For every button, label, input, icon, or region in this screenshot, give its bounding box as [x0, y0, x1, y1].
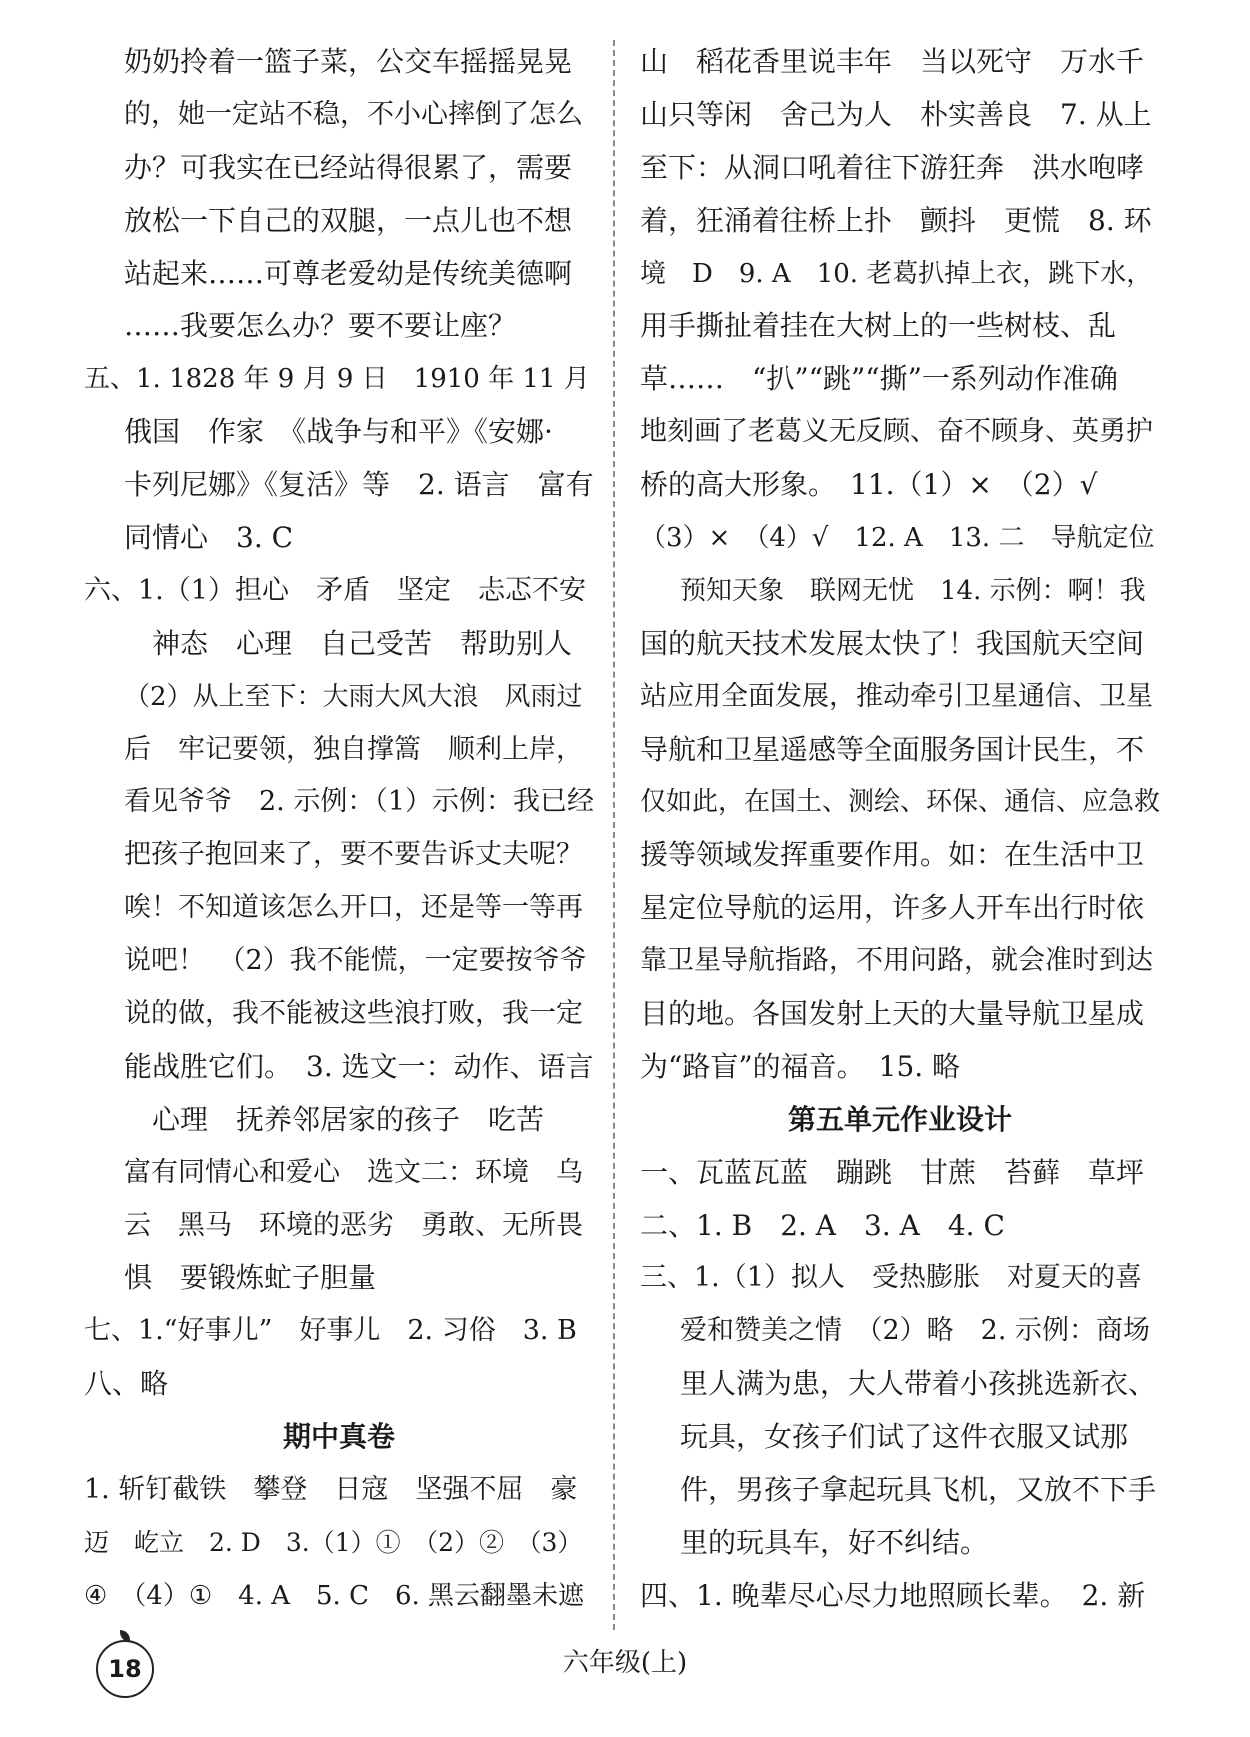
answer-line: （2）从上至下：大雨大风大浪 风雨过 — [124, 681, 583, 712]
answer-line: 目的地。各国发射上天的大量导航卫星成 — [640, 997, 1145, 1031]
answer-line: 惧 要锻炼虻子胆量 — [124, 1261, 377, 1295]
answer-line: 二、1. B 2. A 3. A 4. C — [640, 1208, 1005, 1242]
answer-line: 富有同情心和爱心 选文二：环境 乌 — [124, 1156, 583, 1188]
answer-line: 山只等闲 舍己为人 朴实善良 7. 从上 — [640, 97, 1152, 131]
answer-line: 八、略 — [84, 1367, 169, 1401]
answer-line: 为“路盲”的福音。 15. 略 — [640, 1049, 961, 1083]
answer-line: 三、1.（1）拟人 受热膨胀 对夏天的喜 — [640, 1262, 1142, 1294]
answer-line: 说吧！ （2）我不能慌，一定要按爷爷 — [124, 945, 587, 977]
answer-line: 把孩子抱回来了，要不要告诉丈夫呢？ — [124, 839, 583, 871]
answer-line: 站应用全面发展，推动牵引卫星通信、卫星 — [640, 680, 1153, 712]
column-divider — [613, 40, 615, 1630]
page-number: 18 — [96, 1640, 154, 1698]
answer-line: 件，男孩子拿起玩具飞机，又放不下手 — [680, 1473, 1157, 1507]
answer-line: 后 牢记要领，独自撑篙 顺利上岸， — [124, 733, 583, 765]
answer-line: 看见爷爷 2. 示例：（1）示例：我已经 — [124, 786, 595, 818]
answer-line: ④ （4）① 4. A 5. C 6. 黑云翻墨未遮 — [84, 1580, 585, 1611]
answer-line: 办？可我实在已经站得很累了，需要 — [124, 150, 573, 184]
answer-line: 着，狂涌着往桥上扑 颤抖 更慌 8. 环 — [640, 203, 1152, 237]
answer-line: 仅如此，在国土、测绘、环保、通信、应急救 — [640, 787, 1161, 818]
answer-line: 地刻画了老葛义无反顾、奋不顾身、英勇护 — [640, 416, 1153, 448]
answer-line: 心理 抚养邻居家的孩子 吃苦 — [152, 1102, 545, 1136]
answer-line: 导航和卫星遥感等全面服务国计民生，不 — [640, 732, 1145, 766]
answer-line: 桥的高大形象。 11.（1）× （2）√ — [640, 468, 1098, 502]
answer-line: 放松一下自己的双腿，一点儿也不想 — [124, 203, 573, 237]
section-heading: 第五单元作业设计 — [787, 1102, 1012, 1136]
answer-line: 里的玩具车，好不纠结。 — [680, 1525, 989, 1559]
answer-line: 卡列尼娜》《复活》等 2. 语言 富有 — [124, 468, 594, 502]
section-heading: 期中真卷 — [282, 1420, 395, 1454]
answer-line: 1. 斩钉截铁 攀登 日寇 坚强不屈 豪 — [84, 1474, 578, 1506]
grade-footer: 六年级(上) — [562, 1648, 688, 1678]
answer-line: 山 稻花香里说丰年 当以死守 万水千 — [640, 45, 1145, 78]
answer-line: 一、瓦蓝瓦蓝 蹦跳 甘蔗 苔藓 草坪 — [640, 1155, 1145, 1189]
answer-line: 五、1. 1828 年 9 月 9 日 1910 年 11 月 — [84, 364, 590, 395]
answer-line: 迈 屹立 2. D 3.（1）① （2）② （3） — [84, 1527, 583, 1557]
answer-line: 国的航天技术发展太快了！我国航天空间 — [640, 626, 1145, 660]
answer-line: 援等领域发挥重要作用。如：在生活中卫 — [640, 838, 1145, 872]
answer-line: 俄国 作家 《战争与和平》《安娜· — [124, 415, 553, 449]
answer-line: 的，她一定站不稳，不小心摔倒了怎么 — [124, 98, 583, 130]
answer-line: 六、1.（1）担心 矛盾 坚定 忐忑不安 — [84, 574, 586, 606]
answer-line: 能战胜它们。 3. 选文一：动作、语言 — [124, 1049, 594, 1083]
left-column — [84, 36, 594, 1623]
answer-line: 爱和赞美之情 （2）略 2. 示例：商场 — [680, 1315, 1151, 1347]
answer-line: 里人满为患，大人带着小孩挑选新衣、 — [680, 1367, 1157, 1401]
answer-line: 星定位导航的运用，许多人开车出行时依 — [640, 891, 1145, 925]
answer-line: 四、1. 晚辈尽心尽力地照顾长辈。 2. 新 — [640, 1578, 1146, 1612]
answer-line: 站起来……可尊老爱幼是传统美德啊 — [124, 256, 573, 290]
answer-line: 用手撕扯着挂在大树上的一些树枝、乱 — [640, 309, 1117, 343]
answer-line: 玩具，女孩子们试了这件衣服又试那 — [680, 1420, 1129, 1454]
right-column — [640, 36, 1160, 1623]
answer-line: 境 D 9. A 10. 老葛扒掉上衣，跳下水， — [640, 258, 1153, 289]
answer-line: 至下：从洞口吼着往下游狂奔 洪水咆哮 — [640, 150, 1145, 184]
answer-line: 预知天象 联网无忧 14. 示例：啊！我 — [680, 575, 1146, 606]
answer-line: 草…… “扒”“跳”“撕”一系列动作准确 — [640, 362, 1118, 396]
answer-line: 七、1.“好事儿” 好事儿 2. 习俗 3. B — [84, 1315, 577, 1347]
answer-line: 唉！不知道该怎么开口，还是等一等再 — [124, 892, 583, 924]
answer-line: 奶奶拎着一篮子菜，公交车摇摇晃晃 — [124, 45, 573, 78]
answer-line: 说的做，我不能被这些浪打败，我一定 — [124, 998, 583, 1030]
answer-line: （3）× （4）√ 12. A 13. 二 导航定位 — [640, 523, 1155, 554]
answer-line: 靠卫星导航指路，不用问路，就会准时到达 — [640, 945, 1153, 977]
answer-line: 同情心 3. C — [124, 521, 294, 555]
answer-line: ……我要怎么办？要不要让座？ — [124, 309, 517, 343]
answer-line: 神态 心理 自己受苦 帮助别人 — [152, 626, 573, 660]
answer-line: 云 黑马 环境的恶劣 勇敢、无所畏 — [124, 1209, 583, 1241]
